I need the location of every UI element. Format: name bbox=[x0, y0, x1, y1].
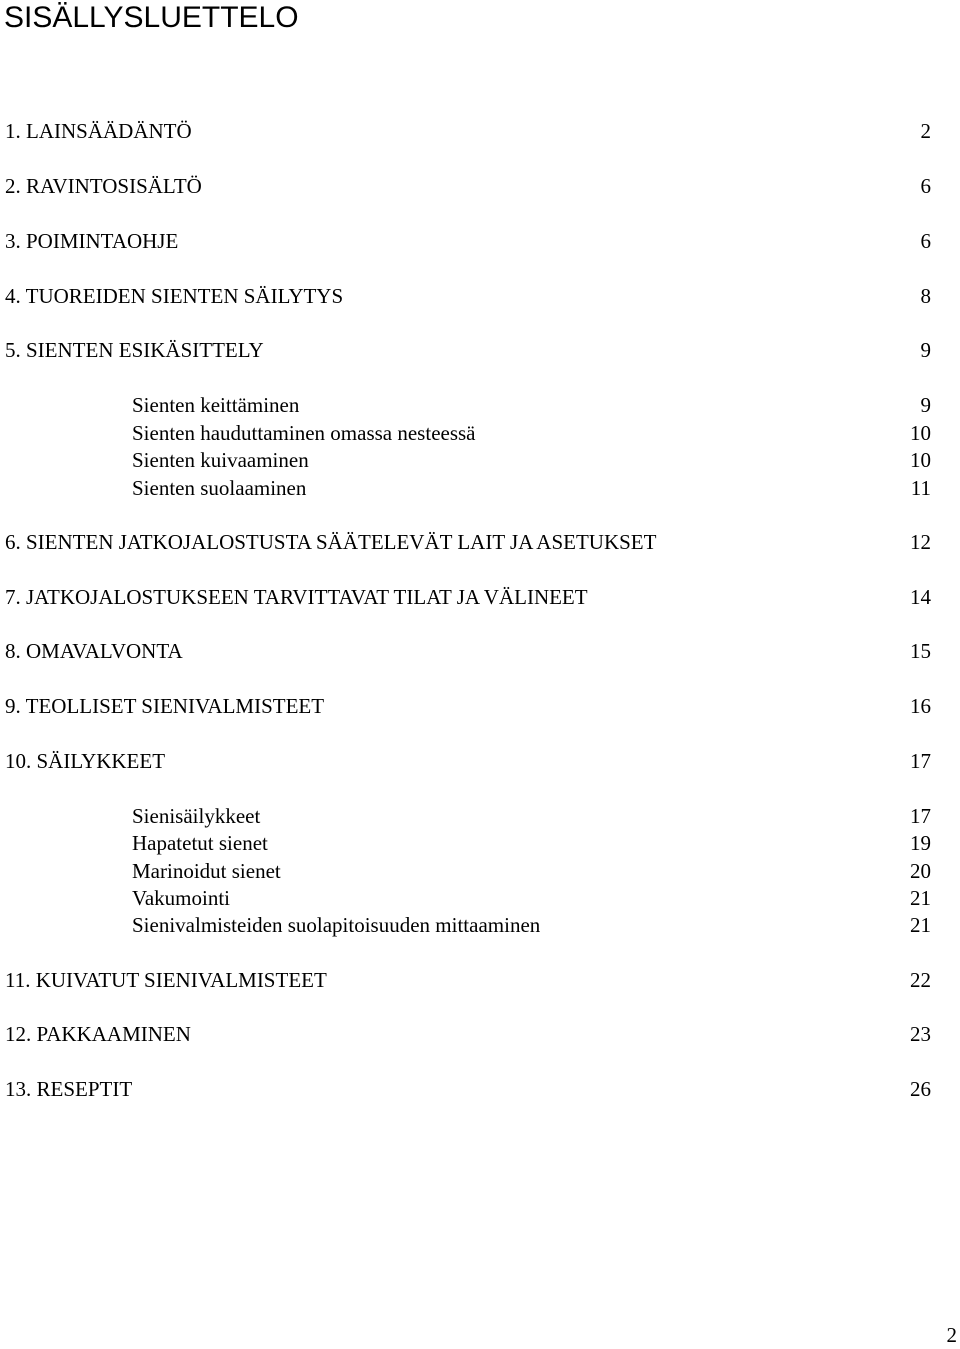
page-number: 2 bbox=[946, 1323, 957, 1347]
toc-entry-page: 6 bbox=[920, 174, 931, 198]
toc-subentry-label: Sienten suolaaminen bbox=[132, 476, 307, 500]
toc-entry-page: 14 bbox=[910, 585, 931, 609]
toc-subentry-suolaaminen[interactable] bbox=[0, 474, 960, 502]
toc-subentry-label: Sienten hauduttaminen omassa nesteessä bbox=[132, 421, 476, 445]
toc-subentry-label: Sienivalmisteiden suolapitoisuuden mittaaminen bbox=[132, 913, 541, 937]
toc-subentry-page: 10 bbox=[910, 448, 931, 472]
toc-entry-poimintaohje[interactable] bbox=[0, 227, 960, 255]
page-title: SISÄLLYSLUETTELO bbox=[4, 1, 299, 34]
toc-entry-label: 2. RAVINTOSISÄLTÖ bbox=[5, 174, 202, 198]
toc-subentry-page: 11 bbox=[910, 476, 931, 500]
toc-entry-label: 1. LAINSÄÄDÄNTÖ bbox=[5, 119, 192, 143]
toc-entry-label: 3. POIMINTAOHJE bbox=[5, 229, 179, 253]
toc-entry-label: 4. TUOREIDEN SIENTEN SÄILYTYS bbox=[5, 284, 344, 308]
toc-subentry-hapatetut-sienet[interactable] bbox=[0, 829, 960, 857]
toc-entry-label: 5. SIENTEN ESIKÄSITTELY bbox=[5, 338, 264, 362]
toc-entry-lainsaadanto[interactable] bbox=[0, 117, 960, 145]
toc-entry-ravintosisalto[interactable] bbox=[0, 172, 960, 200]
toc-subentry-label: Hapatetut sienet bbox=[132, 831, 268, 855]
toc-subentry-suolapitoisuus[interactable] bbox=[0, 911, 960, 939]
toc-entry-label: 13. RESEPTIT bbox=[5, 1077, 133, 1101]
toc-subentry-page: 9 bbox=[920, 393, 931, 417]
toc-entry-page: 8 bbox=[920, 284, 931, 308]
toc-entry-label: 6. SIENTEN JATKOJALOSTUSTA SÄÄTELEVÄT LAIT JA ASETUKSET bbox=[5, 530, 657, 554]
toc-subentry-label: Sienisäilykkeet bbox=[132, 804, 261, 828]
toc-entry-label: 12. PAKKAAMINEN bbox=[5, 1022, 191, 1046]
toc-entry-pakkaaminen[interactable] bbox=[0, 1020, 960, 1048]
toc-entry-kuivatut-sienivalmisteet[interactable] bbox=[0, 966, 960, 994]
toc-subentry-keittaminen[interactable] bbox=[0, 391, 960, 419]
toc-entry-label: 9. TEOLLISET SIENIVALMISTEET bbox=[5, 694, 325, 718]
toc-entry-tuoreiden-sienten-sailytys[interactable] bbox=[0, 282, 960, 310]
toc-entry-page: 22 bbox=[910, 968, 931, 992]
toc-entry-reseptit[interactable] bbox=[0, 1075, 960, 1103]
toc-entry-page: 12 bbox=[910, 530, 931, 554]
toc-entry-page: 6 bbox=[920, 229, 931, 253]
toc-entry-label: 10. SÄILYKKEET bbox=[5, 749, 166, 773]
toc-entry-page: 17 bbox=[910, 749, 931, 773]
toc-entry-tilat-ja-valineet[interactable] bbox=[0, 583, 960, 611]
toc-subentry-page: 21 bbox=[910, 886, 931, 910]
toc-subentry-marinoidut-sienet[interactable] bbox=[0, 857, 960, 885]
toc-subentry-page: 20 bbox=[910, 859, 931, 883]
toc-subentry-kuivaaminen[interactable] bbox=[0, 446, 960, 474]
toc-subentry-page: 19 bbox=[910, 831, 931, 855]
toc-subentry-hauduttaminen[interactable] bbox=[0, 419, 960, 447]
toc-entry-teolliset-sienivalmisteet[interactable] bbox=[0, 692, 960, 720]
toc-subentry-page: 17 bbox=[910, 804, 931, 828]
toc-entry-jatkojalostus-lait[interactable] bbox=[0, 528, 960, 556]
toc-entry-page: 15 bbox=[910, 639, 931, 663]
toc-entry-sailykkeet[interactable] bbox=[0, 747, 960, 775]
toc-entry-omavalvonta[interactable] bbox=[0, 637, 960, 665]
toc-entry-label: 11. KUIVATUT SIENIVALMISTEET bbox=[5, 968, 327, 992]
toc-entry-page: 16 bbox=[910, 694, 931, 718]
toc-subentry-vakumointi[interactable] bbox=[0, 884, 960, 912]
toc-entry-label: 8. OMAVALVONTA bbox=[5, 639, 183, 663]
toc-subentry-label: Sienten kuivaaminen bbox=[132, 448, 309, 472]
toc-entry-page: 9 bbox=[920, 338, 931, 362]
toc-subentry-page: 10 bbox=[910, 421, 931, 445]
toc-entry-page: 23 bbox=[910, 1022, 931, 1046]
toc-subentry-page: 21 bbox=[910, 913, 931, 937]
toc-entry-label: 7. JATKOJALOSTUKSEEN TARVITTAVAT TILAT JA VÄLINEET bbox=[5, 585, 588, 609]
toc-entry-page: 26 bbox=[910, 1077, 931, 1101]
toc-subentry-label: Sienten keittäminen bbox=[132, 393, 300, 417]
toc-subentry-sienisailykkeet[interactable] bbox=[0, 802, 960, 830]
toc-entry-page: 2 bbox=[920, 119, 931, 143]
toc-subentry-label: Marinoidut sienet bbox=[132, 859, 281, 883]
toc-subentry-label: Vakumointi bbox=[132, 886, 230, 910]
toc-entry-sienten-esikasittely[interactable] bbox=[0, 336, 960, 364]
